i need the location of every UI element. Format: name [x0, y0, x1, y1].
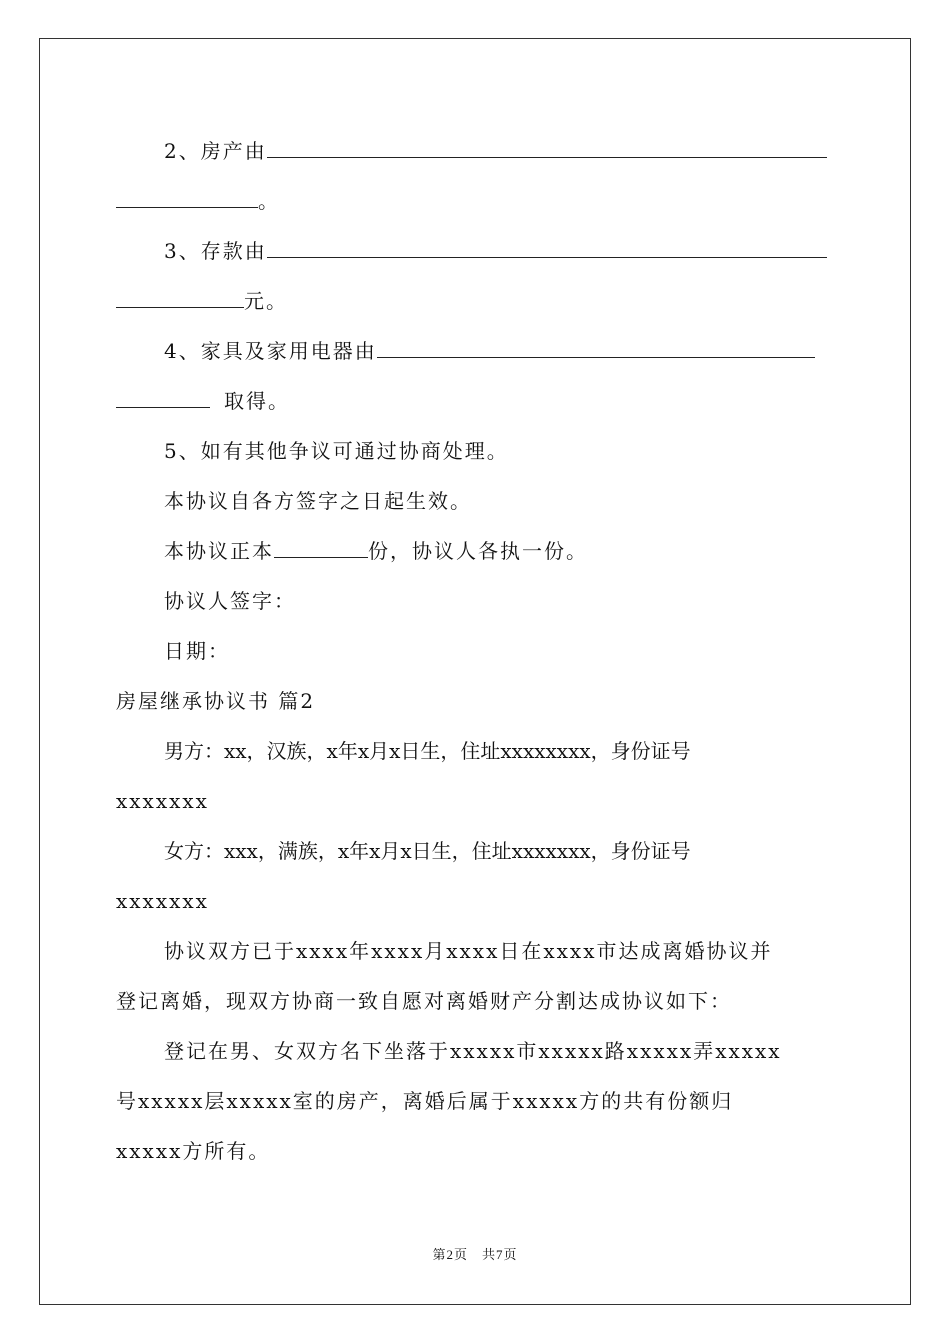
effective-clause: 本协议自各方签字之日起生效。	[164, 489, 472, 513]
item-4-line	[164, 336, 834, 366]
item-2-cont	[116, 186, 834, 216]
item-4-cont	[116, 386, 834, 416]
copies-prefix: 本协议正本	[164, 539, 274, 563]
item-3-suffix: 元。	[244, 289, 288, 313]
male-text: 男方：xx，汉族，x年x月x日生，住址xxxxxxxx，身份证号	[164, 739, 691, 763]
page-footer: 第2页 共7页	[432, 1247, 518, 1262]
item-2-suffix: 。	[258, 189, 280, 213]
fill-blank	[116, 387, 210, 408]
fill-blank	[116, 187, 258, 208]
item-5: 5、如有其他争议可通过协商处理。	[164, 439, 509, 463]
female-line-1	[164, 836, 834, 866]
item-3-prefix: 3、存款由	[164, 239, 267, 263]
item-3-line	[164, 236, 834, 266]
para2-line-2: 号xxxxx层xxxxx室的房产，离婚后属于xxxxx方的共有份额归	[116, 1089, 734, 1113]
para2-line-1: 登记在男、女双方名下坐落于xxxxx市xxxxx路xxxxx弄xxxxx	[164, 1039, 782, 1063]
item-4-prefix: 4、家具及家用电器由	[164, 339, 377, 363]
copies-line	[164, 536, 834, 566]
para1-line-1: 协议双方已于xxxx年xxxx月xxxx日在xxxx市达成离婚协议并	[164, 939, 773, 963]
signature-label: 协议人签字：	[164, 589, 296, 613]
item-2-line	[164, 136, 834, 166]
item-3-cont	[116, 286, 834, 316]
item-4-suffix: 取得。	[224, 389, 290, 413]
male-line-1	[164, 736, 834, 766]
section-title: 房屋继承协议书 篇2	[116, 689, 316, 713]
item-2-prefix: 2、房产由	[164, 139, 267, 163]
date-label: 日期：	[164, 639, 230, 663]
male-line-2: xxxxxxx	[116, 789, 209, 813]
copies-suffix: 份，协议人各执一份。	[368, 539, 588, 563]
fill-blank	[274, 537, 368, 558]
fill-blank	[267, 237, 827, 258]
para1-line-2: 登记离婚，现双方协商一致自愿对离婚财产分割达成协议如下：	[116, 989, 732, 1013]
para2-line-3: xxxxx方所有。	[116, 1139, 271, 1163]
fill-blank	[267, 137, 827, 158]
fill-blank	[377, 337, 815, 358]
fill-blank	[116, 287, 244, 308]
female-text: 女方：xxx，满族，x年x月x日生，住址xxxxxxx，身份证号	[164, 839, 691, 863]
female-line-2: xxxxxxx	[116, 889, 209, 913]
